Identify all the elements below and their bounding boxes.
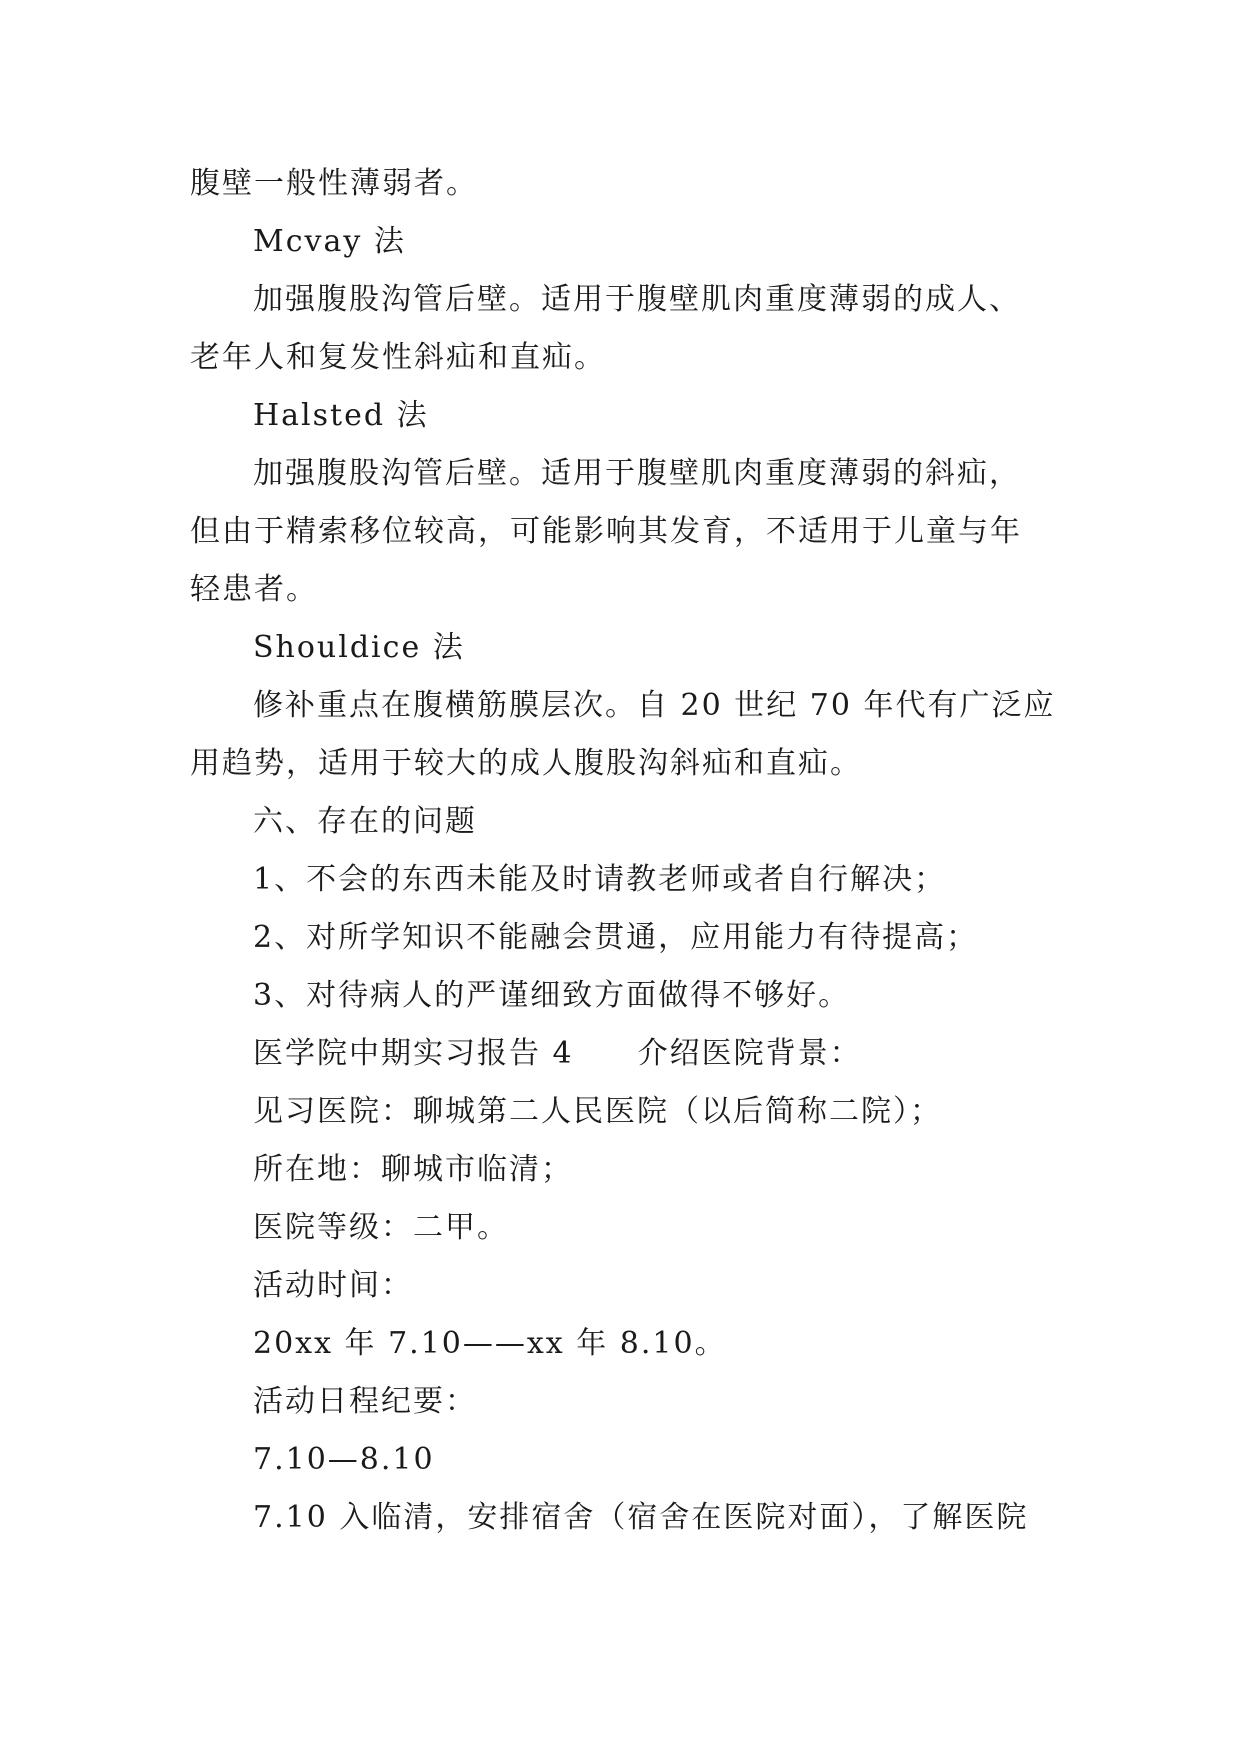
- text-line: Mcvay 法: [253, 224, 406, 259]
- text-line: 加强腹股沟管后壁。适用于腹壁肌肉重度薄弱的斜疝，: [253, 456, 1021, 491]
- text-line: 活动时间：: [253, 1268, 413, 1303]
- text-line: 见习医院：聊城第二人民医院（以后简称二院）；: [253, 1094, 942, 1129]
- text-line: 修补重点在腹横筋膜层次。自 20 世纪 70 年代有广泛应: [253, 688, 1056, 723]
- text-line: 活动日程纪要：: [253, 1384, 477, 1419]
- text-line: Halsted 法: [253, 398, 429, 433]
- text-line: 3、对待病人的严谨细致方面做得不够好。: [253, 978, 851, 1013]
- text-line: 老年人和复发性斜疝和直疝。: [190, 340, 606, 375]
- text-line: 轻患者。: [190, 572, 318, 607]
- text-line: 用趋势，适用于较大的成人腹股沟斜疝和直疝。: [190, 746, 862, 781]
- text-line: 20xx 年 7.10——xx 年 8.10。: [253, 1326, 727, 1361]
- text-line: 但由于精索移位较高，可能影响其发育，不适用于儿童与年: [190, 514, 1022, 549]
- text-line: 2、对所学知识不能融会贯通，应用能力有待提高；: [253, 920, 979, 955]
- text-line: 医院等级：二甲。: [253, 1210, 509, 1245]
- text-line: 六、存在的问题: [253, 804, 477, 839]
- text-line: 7.10 入临清，安排宿舍（宿舍在医院对面），了解医院: [253, 1500, 1029, 1535]
- text-line: 加强腹股沟管后壁。适用于腹壁肌肉重度薄弱的成人、: [253, 282, 1021, 317]
- text-line: Shouldice 法: [253, 630, 465, 665]
- text-line: 7.10—8.10: [253, 1442, 435, 1477]
- text-line: 所在地：聊城市临清；: [253, 1152, 573, 1187]
- text-line: 医学院中期实习报告 4 介绍医院背景：: [253, 1036, 862, 1071]
- text-line: 腹壁一般性薄弱者。: [190, 166, 478, 201]
- text-line: 1、不会的东西未能及时请教老师或者自行解决；: [253, 862, 947, 897]
